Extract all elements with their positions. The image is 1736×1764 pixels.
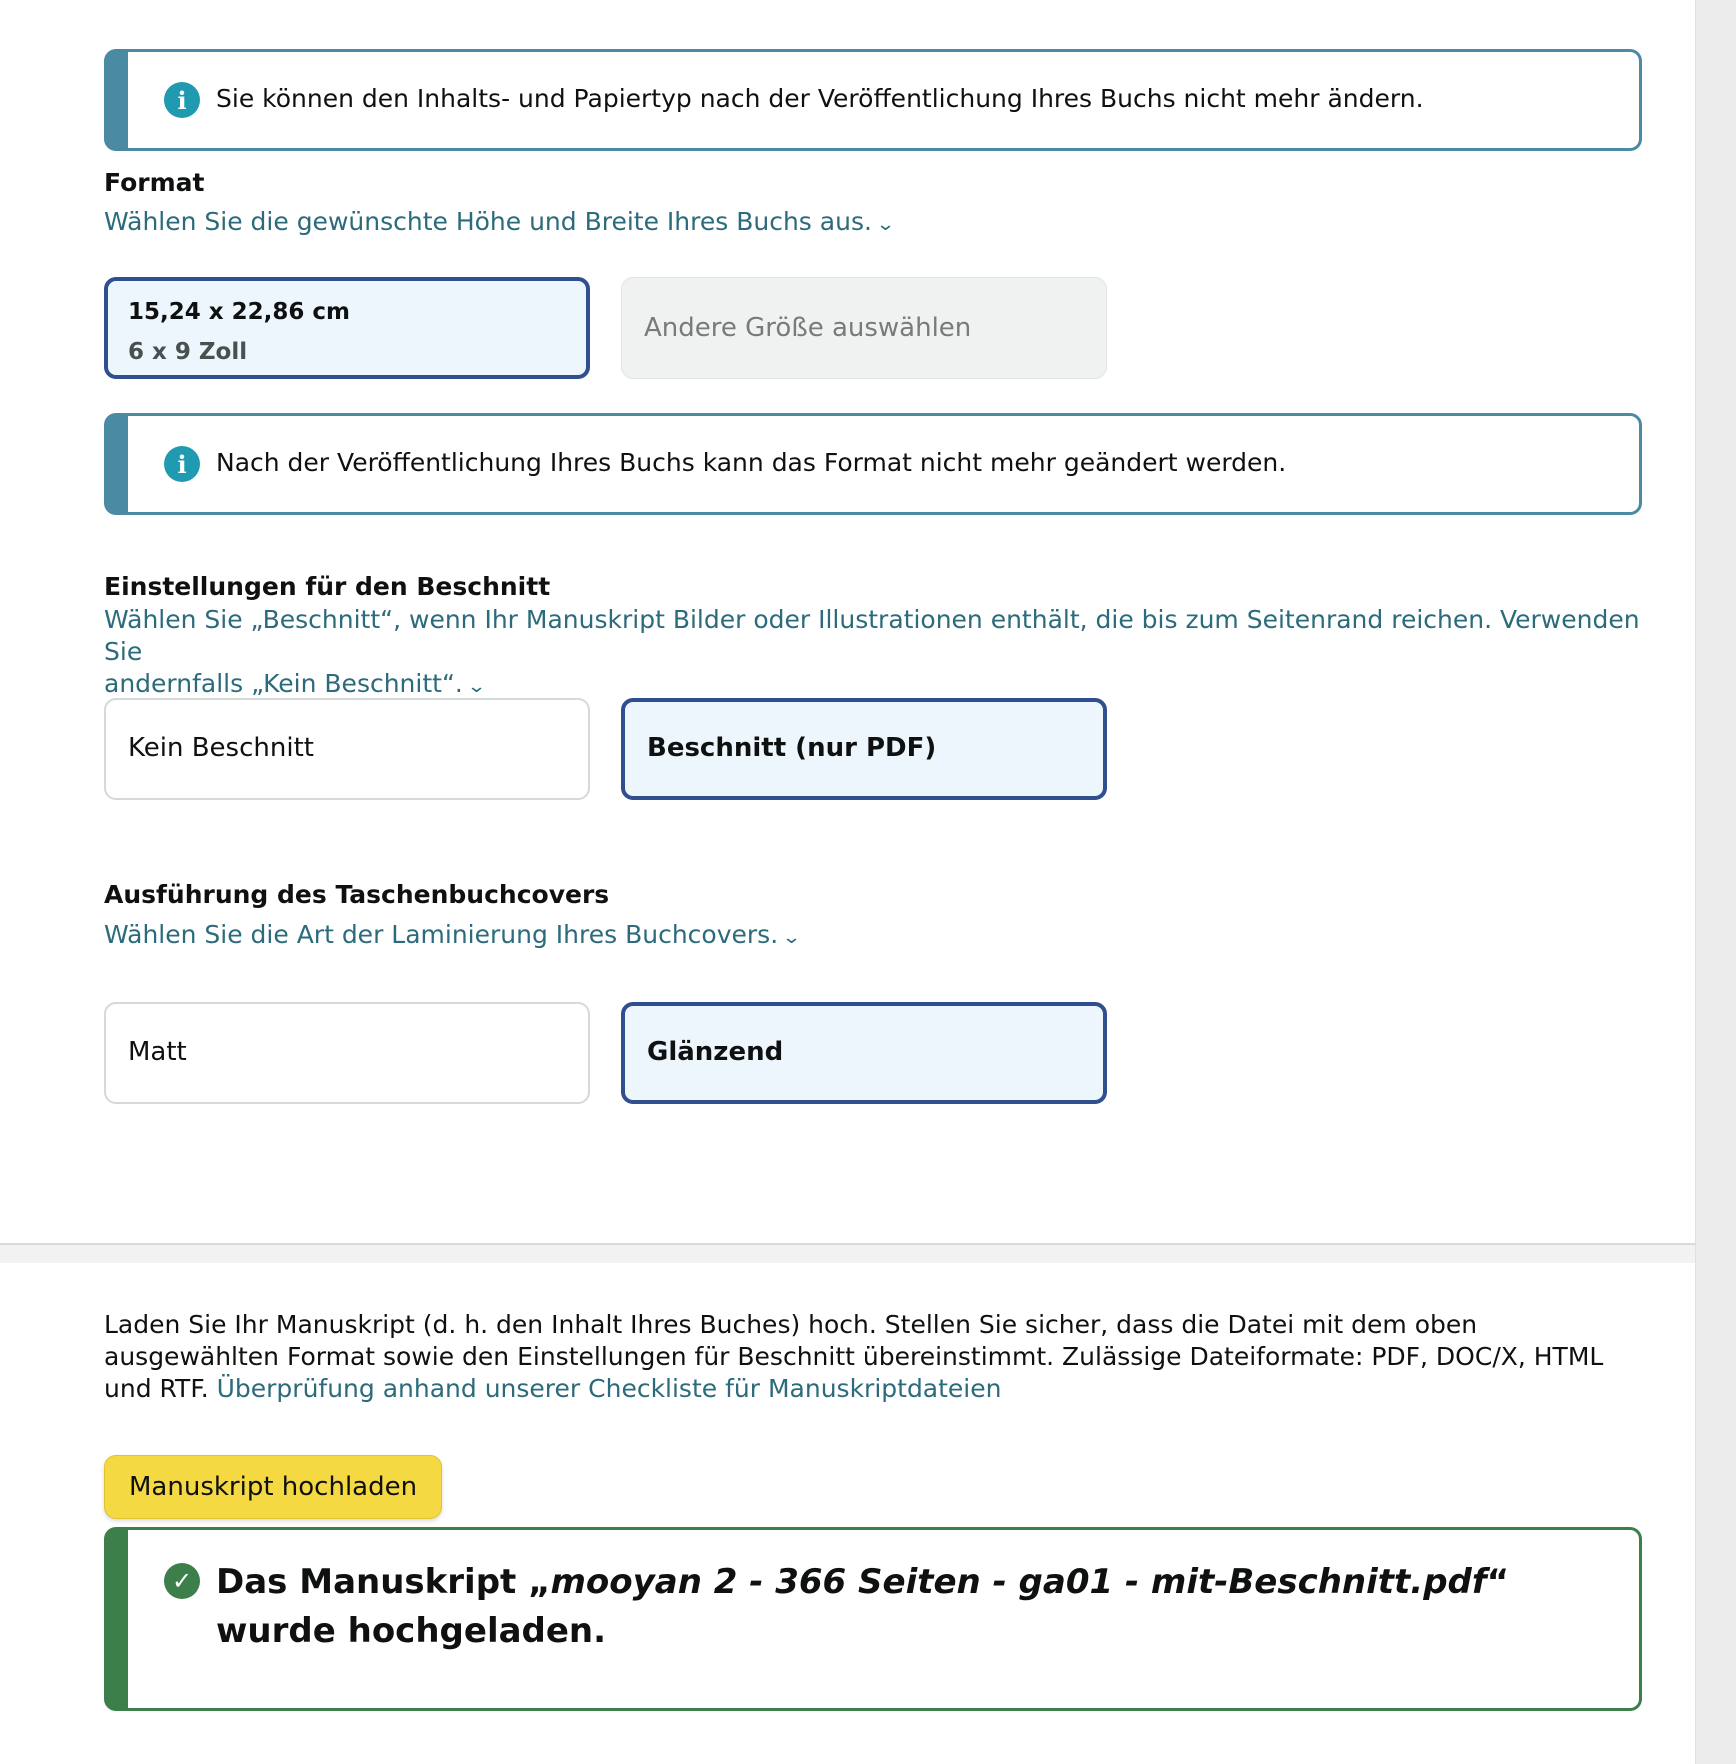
cover-option-matte[interactable] bbox=[104, 1002, 590, 1104]
bleed-pdf-label: Beschnitt (nur PDF) bbox=[647, 733, 937, 763]
success-prefix: Das Manuskript „ bbox=[216, 1562, 551, 1602]
other-size-label: Andere Größe auswählen bbox=[644, 313, 972, 343]
info-icon: i bbox=[164, 446, 200, 482]
paper-type-info-text: Sie können den Inhalts- und Papiertyp nach der Veröffentlichung Ihres Buchs nicht mehr ändern. bbox=[216, 84, 1424, 113]
matte-label: Matt bbox=[128, 1037, 187, 1067]
cover-option-glossy[interactable] bbox=[621, 1002, 1107, 1104]
upload-success-text bbox=[216, 1558, 1576, 1656]
manuscript-description bbox=[104, 1309, 1642, 1405]
cover-heading: Ausführung des Taschenbuchcovers bbox=[104, 880, 610, 909]
page-scrollbar[interactable] bbox=[1695, 0, 1736, 1764]
format-option-6x9[interactable] bbox=[104, 277, 590, 379]
cover-help-link-text: Wählen Sie die Art der Laminierung Ihres Buchcovers. bbox=[104, 920, 779, 949]
format-option-imperial: 6 x 9 Zoll bbox=[128, 339, 248, 365]
chevron-down-icon: ⌄ bbox=[466, 676, 487, 697]
bleed-help-link-line1: Wählen Sie „Beschnitt“, wenn Ihr Manuskript Bilder oder Illustrationen enthält, die bis zum Seitenrand reichen. Verwenden Sie bbox=[104, 605, 1640, 666]
bleed-heading: Einstellungen für den Beschnitt bbox=[104, 572, 551, 601]
bleed-help-link[interactable] bbox=[104, 604, 1642, 703]
success-filename: mooyan 2 - 366 Seiten - ga01 - mit-Beschnitt.pdf bbox=[550, 1562, 1487, 1602]
paper-type-info-alert bbox=[104, 49, 1642, 151]
format-help-link[interactable] bbox=[104, 206, 896, 241]
manuscript-description-text: Laden Sie Ihr Manuskript (d. h. den Inhalt Ihres Buches) hoch. Stellen Sie sicher, dass die Datei mit dem oben ausgewählten Format sowie den Einstellungen für Beschnitt übereinstimmt. Zulässige Dateiformate: PDF, DOC/X, HTML und RTF. bbox=[104, 1310, 1604, 1403]
section-divider bbox=[0, 1243, 1695, 1263]
glossy-label: Glänzend bbox=[647, 1037, 784, 1067]
chevron-down-icon: ⌄ bbox=[781, 927, 802, 948]
check-circle-icon: ✓ bbox=[164, 1563, 200, 1599]
bleed-option-bleed-pdf[interactable] bbox=[621, 698, 1107, 800]
format-heading: Format bbox=[104, 168, 205, 197]
info-icon: i bbox=[164, 82, 200, 118]
format-help-link-text: Wählen Sie die gewünschte Höhe und Breite Ihres Buchs aus. bbox=[104, 207, 872, 236]
format-option-other-size[interactable] bbox=[621, 277, 1107, 379]
upload-success-alert bbox=[104, 1527, 1642, 1711]
format-option-metric: 15,24 x 22,86 cm bbox=[128, 299, 350, 325]
bleed-option-no-bleed[interactable] bbox=[104, 698, 590, 800]
cover-help-link[interactable] bbox=[104, 919, 802, 954]
chevron-down-icon: ⌄ bbox=[875, 214, 896, 235]
bleed-help-link-line2: andernfalls „Kein Beschnitt“. bbox=[104, 669, 463, 698]
upload-manuscript-button[interactable]: Manuskript hochladen bbox=[104, 1455, 442, 1519]
no-bleed-label: Kein Beschnitt bbox=[128, 733, 314, 763]
format-info-alert bbox=[104, 413, 1642, 515]
format-info-text: Nach der Veröffentlichung Ihres Buchs kann das Format nicht mehr geändert werden. bbox=[216, 448, 1287, 477]
success-suffix: “ wurde hochgeladen. bbox=[216, 1562, 1510, 1651]
manuscript-checklist-link[interactable]: Überprüfung anhand unserer Checkliste für Manuskriptdateien bbox=[216, 1374, 1002, 1403]
